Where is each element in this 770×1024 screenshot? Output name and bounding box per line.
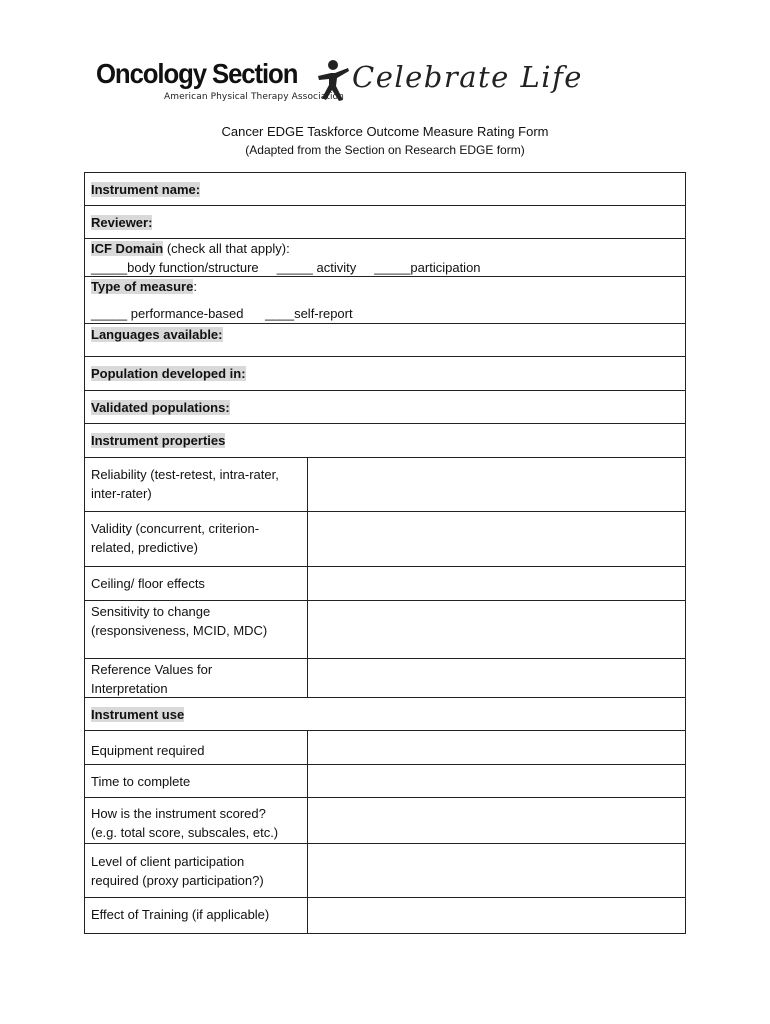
reliability-value-cell[interactable]: [308, 458, 685, 511]
scoring-label: How is the instrument scored? (e.g. total score, subscales, etc.): [85, 798, 308, 843]
logo-main-text: Oncology Section: [96, 58, 298, 89]
reliability-row: [85, 458, 685, 512]
oncology-section-logo: [96, 58, 586, 108]
sensitivity-row: [85, 601, 685, 659]
instrument-properties-header: [85, 424, 685, 458]
instrument-properties-label: Instrument properties: [91, 433, 226, 448]
reliability-label: Reliability (test-retest, intra-rater, inter-rater): [85, 458, 308, 511]
scoring-row: [85, 798, 685, 844]
validity-row: [85, 512, 685, 567]
instrument-use-label: Instrument use: [91, 707, 185, 722]
population-row[interactable]: [85, 357, 685, 391]
training-label: Effect of Training (if applicable): [85, 898, 308, 933]
reviewer-row[interactable]: [85, 206, 685, 239]
type-of-measure-options[interactable]: _____ performance-based ____self-report: [91, 306, 353, 321]
languages-row[interactable]: [85, 324, 685, 357]
sensitivity-label: Sensitivity to change (responsiveness, MCID, MDC): [85, 601, 308, 658]
logo-sub-text: American Physical Therapy Association: [164, 92, 344, 102]
equipment-label: Equipment required: [85, 731, 308, 764]
client-participation-value-cell[interactable]: [308, 844, 685, 897]
type-of-measure-row: [85, 277, 685, 324]
time-label: Time to complete: [85, 765, 308, 797]
sensitivity-value-cell[interactable]: [308, 601, 685, 658]
form-title: Cancer EDGE Taskforce Outcome Measure Rating Form: [221, 124, 549, 139]
time-row: [85, 765, 685, 798]
instrument-name-row[interactable]: [85, 173, 685, 206]
celebrate-figure-icon: [316, 58, 350, 102]
equipment-row: [85, 731, 685, 765]
icf-domain-row: [85, 239, 685, 277]
validated-populations-label: Validated populations:: [91, 400, 230, 415]
validity-value-cell[interactable]: [308, 512, 685, 566]
validity-label: Validity (concurrent, criterion- related, predictive): [85, 512, 308, 566]
equipment-value-cell[interactable]: [308, 731, 685, 764]
training-row: [85, 898, 685, 933]
population-label: Population developed in:: [91, 366, 246, 381]
instrument-use-header: [85, 698, 685, 731]
client-participation-label: Level of client participation required (proxy participation?): [85, 844, 308, 897]
type-of-measure-label: Type of measure: [91, 279, 194, 294]
instrument-name-label: Instrument name:: [91, 182, 201, 197]
reference-values-value-cell[interactable]: [308, 659, 685, 697]
ceiling-floor-label: Ceiling/ floor effects: [85, 567, 308, 600]
icf-domain-label: ICF Domain: [91, 241, 164, 256]
client-participation-row: [85, 844, 685, 898]
type-of-measure-colon: :: [193, 279, 197, 294]
rating-form-table: [84, 172, 686, 934]
reference-values-row: [85, 659, 685, 698]
ceiling-floor-value-cell[interactable]: [308, 567, 685, 600]
form-subtitle: (Adapted from the Section on Research EDGE form): [245, 143, 525, 157]
scoring-value-cell[interactable]: [308, 798, 685, 843]
reference-values-label: Reference Values for Interpretation: [85, 659, 308, 697]
languages-label: Languages available:: [91, 327, 223, 342]
time-value-cell[interactable]: [308, 765, 685, 797]
logo-script-text: Celebrate Life: [352, 60, 583, 94]
validated-populations-row[interactable]: [85, 391, 685, 424]
reviewer-label: Reviewer:: [91, 215, 153, 230]
training-value-cell[interactable]: [308, 898, 685, 933]
ceiling-floor-row: [85, 567, 685, 601]
icf-domain-note: (check all that apply):: [163, 241, 290, 256]
icf-domain-options[interactable]: _____body function/structure _____ activity _____participation: [91, 260, 481, 275]
